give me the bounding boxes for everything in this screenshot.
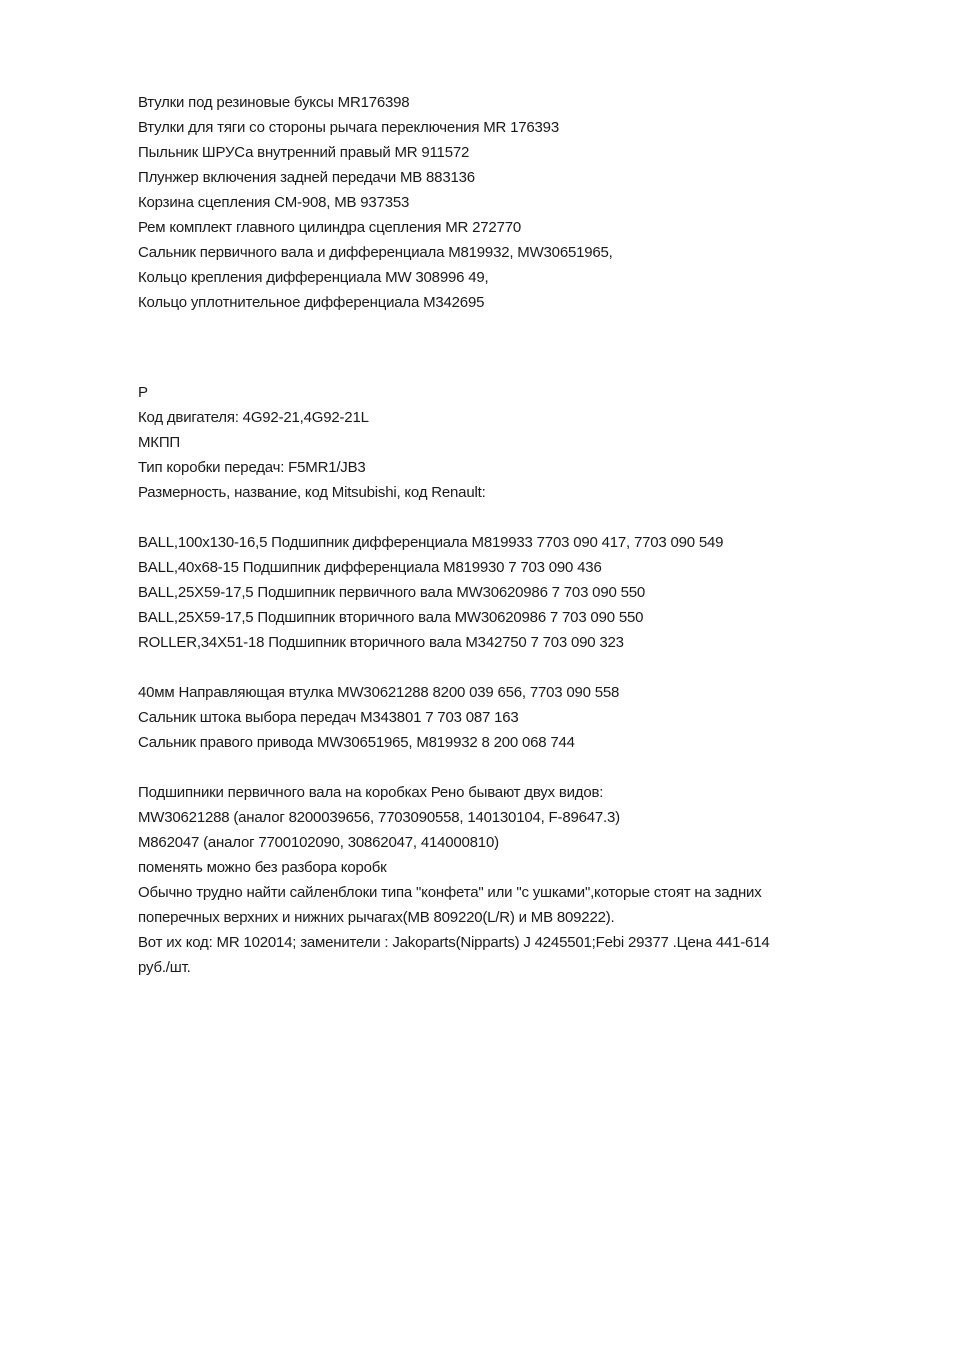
engine-code: Код двигателя: 4G92-21,4G92-21L (138, 409, 369, 426)
text-line: Втулки под резиновые буксы MR176398 (138, 94, 410, 111)
note-line: Вот их код: MR 102014; заменители : Jakoparts(Nipparts) J 4245501;Febi 29377 .Цена 441-614 (138, 934, 770, 951)
gearbox-section (138, 380, 769, 980)
text-line: Сальник первичного вала и дифференциала M819932, MW30651965, (138, 244, 613, 261)
seal-line: Сальник правого привода MW30651965, M819932 8 200 068 744 (138, 734, 575, 751)
gearbox-type: Тип коробки передач: F5MR1/JB3 (138, 459, 366, 476)
text-line: Кольцо уплотнительное дифференциала M342695 (138, 294, 485, 311)
bearing-line: BALL,100x130-16,5 Подшипник дифференциала M819933 7703 090 417, 7703 090 549 (138, 534, 724, 551)
parts-list-section (138, 90, 613, 315)
note-line: поменять можно без разбора коробк (138, 859, 387, 876)
text-line: Кольцо крепления дифференциала MW 308996 49, (138, 269, 489, 286)
text-line: Корзина сцепления CM-908, MB 937353 (138, 194, 410, 211)
note-line: поперечных верхних и нижних рычагах(MB 809220(L/R) и MB 809222). (138, 909, 615, 926)
text-line: МКПП (138, 434, 180, 451)
seal-line: 40мм Направляющая втулка MW30621288 8200 039 656, 7703 090 558 (138, 684, 620, 701)
text-line: Размерность, название, код Mitsubishi, код Renault: (138, 484, 486, 501)
note-line: Обычно трудно найти сайленблоки типа "конфета" или "с ушками",которые стоят на задних (138, 884, 762, 901)
text-line: Р (138, 384, 148, 401)
bearing-line: BALL,40x68-15 Подшипник дифференциала M819930 7 703 090 436 (138, 559, 602, 576)
note-line: руб./шт. (138, 959, 191, 976)
note-line: MW30621288 (аналог 8200039656, 7703090558, 140130104, F-89647.3) (138, 809, 620, 826)
text-line: Пыльник ШРУСа внутренний правый MR 911572 (138, 144, 470, 161)
note-line: Подшипники первичного вала на коробках Рено бывают двух видов: (138, 784, 604, 801)
text-line: Плунжер включения задней передачи MB 883136 (138, 169, 475, 186)
note-line: M862047 (аналог 7700102090, 30862047, 414000810) (138, 834, 499, 851)
seal-line: Сальник штока выбора передач M343801 7 703 087 163 (138, 709, 519, 726)
spacer (138, 655, 769, 680)
spacer (138, 755, 769, 780)
text-line: Рем комплект главного цилиндра сцепления MR 272770 (138, 219, 521, 236)
text-line: Втулки для тяги со стороны рычага переключения MR 176393 (138, 119, 559, 136)
spacer (138, 505, 769, 530)
bearing-line: ROLLER,34X51-18 Подшипник вторичного вала M342750 7 703 090 323 (138, 634, 624, 651)
bearing-line: BALL,25X59-17,5 Подшипник первичного вала MW30620986 7 703 090 550 (138, 584, 646, 601)
bearing-line: BALL,25X59-17,5 Подшипник вторичного вала MW30620986 7 703 090 550 (138, 609, 644, 626)
